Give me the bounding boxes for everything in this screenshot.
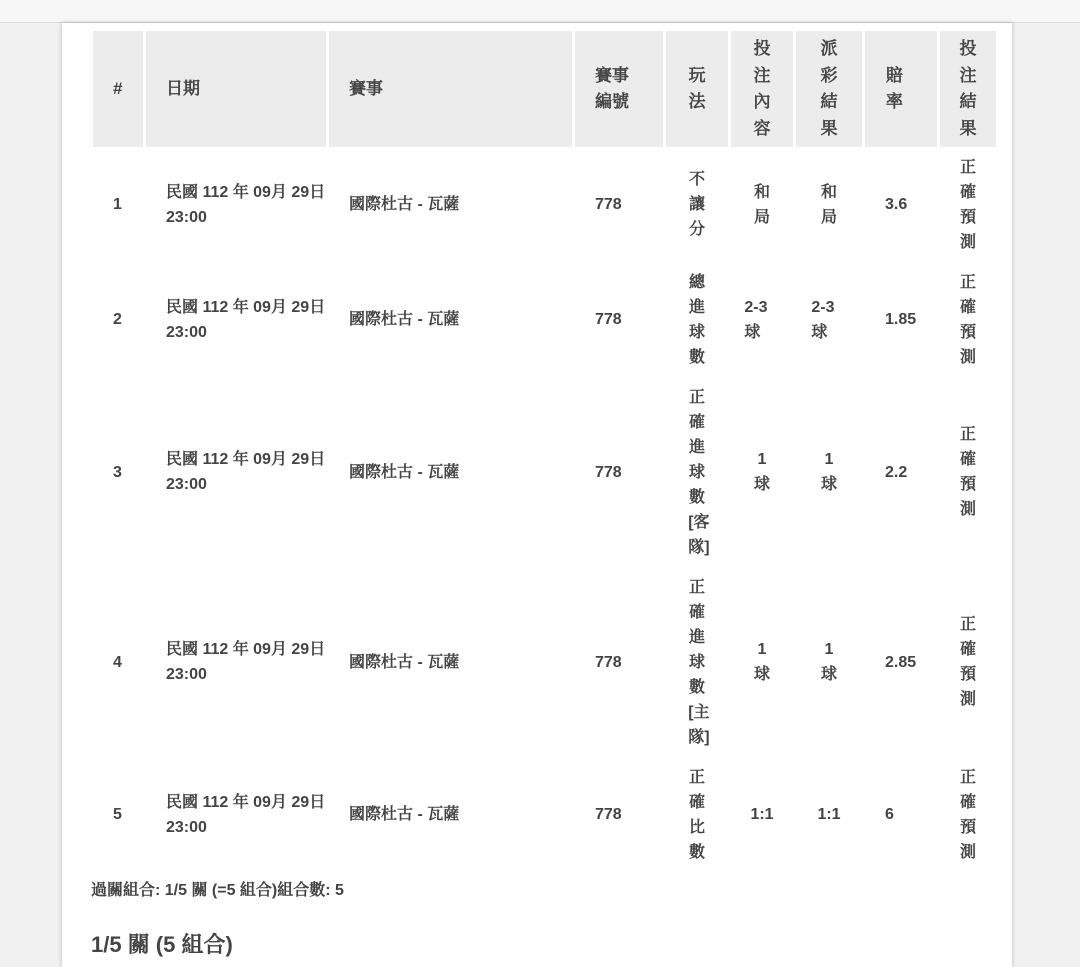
cell-bet-result: 正確預測 <box>959 616 976 708</box>
header-play: 玩法 <box>666 31 728 147</box>
cell-payout-result: 2-3球 <box>811 298 835 341</box>
cell-bet-content: 2-3球 <box>744 298 768 341</box>
cell-bet-content: 和局 <box>753 183 770 226</box>
bet-detail-card <box>62 23 1012 967</box>
table-row <box>93 757 996 872</box>
header-num: # <box>93 31 143 147</box>
cell-date: 民國 112 年 09月 29日 23:00 <box>166 183 326 226</box>
cell-bet-result: 正確預測 <box>959 158 976 251</box>
cell-match: 國際杜古 - 瓦薩 <box>349 806 460 823</box>
table-row <box>93 147 996 262</box>
cell-bet-content: 1 球 <box>753 451 770 493</box>
cell-bet-result: 正確預測 <box>959 273 976 366</box>
cell-play: 不讓分 <box>688 171 705 238</box>
cell-odds: 6 <box>885 806 894 823</box>
cell-date: 民國 112 年 09月 29日 23:00 <box>166 298 326 341</box>
cell-play: 正確進球數[客隊] <box>688 388 710 556</box>
cell-match: 國際杜古 - 瓦薩 <box>349 311 460 328</box>
table-header-row <box>93 31 996 147</box>
cell-play: 總進球數 <box>688 273 705 366</box>
cell-bet-result: 正確預測 <box>959 768 976 861</box>
cell-payout-result: 和局 <box>820 183 837 226</box>
cell-num: 3 <box>113 463 122 481</box>
cell-num: 2 <box>113 311 122 328</box>
cell-payout-result: 1 球 <box>820 641 837 683</box>
header-bet-result: 投注結果 <box>940 31 996 147</box>
parlay-summary: 過關組合: 1/5 關 (=5 組合)組合數: 5 <box>91 882 344 899</box>
cell-bet-content: 1 球 <box>753 641 770 683</box>
cell-match: 國際杜古 - 瓦薩 <box>349 196 460 213</box>
cell-date: 民國 112 年 09月 29日 23:00 <box>166 451 326 493</box>
cell-match-no: 778 <box>595 463 622 481</box>
cell-date: 民國 112 年 09月 29日 23:00 <box>166 793 326 836</box>
cell-num: 4 <box>113 653 122 671</box>
cell-payout-result: 1:1 <box>817 806 841 823</box>
header-match-no: 賽事編號 <box>575 31 663 147</box>
cell-match-no: 778 <box>595 311 622 328</box>
bet-table <box>90 31 999 872</box>
header-odds: 賠率 <box>865 31 937 147</box>
cell-odds: 1.85 <box>885 311 917 328</box>
parlay-section-title: 1/5 關 (5 組合) <box>91 932 233 957</box>
cell-match-no: 778 <box>595 806 622 823</box>
table-row <box>93 377 996 567</box>
cell-bet-result: 正確預測 <box>959 426 976 518</box>
cell-play: 正確比數 <box>688 768 705 861</box>
table-row <box>93 567 996 757</box>
cell-odds: 2.2 <box>885 463 908 481</box>
header-bet-content: 投注內容 <box>731 31 793 147</box>
cell-odds: 2.85 <box>885 653 917 671</box>
cell-num: 1 <box>113 196 122 213</box>
cell-match: 國際杜古 - 瓦薩 <box>349 463 460 481</box>
cell-match-no: 778 <box>595 653 622 671</box>
browser-top-bar <box>0 0 1080 23</box>
cell-match-no: 778 <box>595 196 622 213</box>
header-payout-result: 派彩結果 <box>796 31 862 147</box>
cell-bet-content: 1:1 <box>750 806 774 823</box>
cell-play: 正確進球數[主隊] <box>688 578 710 746</box>
table-row <box>93 262 996 377</box>
cell-match: 國際杜古 - 瓦薩 <box>349 653 460 671</box>
cell-odds: 3.6 <box>885 196 908 213</box>
cell-date: 民國 112 年 09月 29日 23:00 <box>166 641 326 683</box>
cell-payout-result: 1 球 <box>820 451 837 493</box>
header-match: 賽事 <box>329 31 572 147</box>
header-date: 日期 <box>146 31 326 147</box>
cell-num: 5 <box>113 806 122 823</box>
